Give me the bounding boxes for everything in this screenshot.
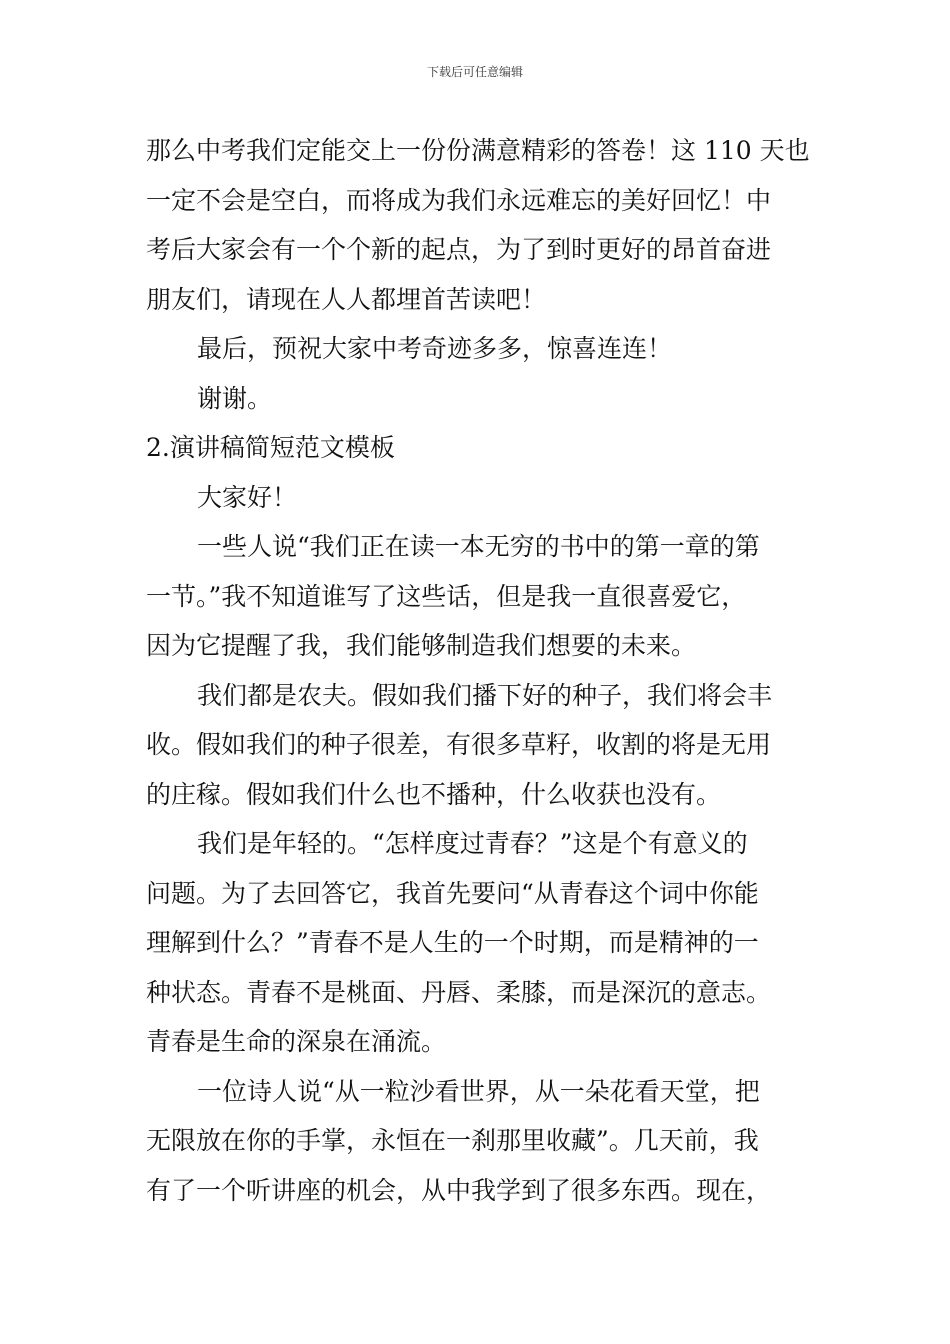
text-line: 那么中考我们定能交上一份份满意精彩的答卷！这 110 天也 <box>146 136 810 165</box>
text-line: 一节。”我不知道谁写了这些话，但是我一直很喜爱它， <box>146 581 747 611</box>
document-body <box>146 126 810 1215</box>
section-heading: 2.演讲稿简短范文模板 <box>146 433 395 462</box>
page-header: 下载后可任意编辑 <box>426 65 523 79</box>
text-line: 种状态。青春不是桃面、丹唇、柔膝，而是深沉的意志。 <box>146 977 772 1007</box>
text-line: 大家好！ <box>197 482 298 512</box>
text-line: 有了一个听讲座的机会，从中我学到了很多东西。现在， <box>146 1175 772 1205</box>
text-line: 青春是生命的深泉在涌流。 <box>146 1027 447 1056</box>
text-line: 无限放在你的手掌，永恒在一刹那里收藏”。几天前，我 <box>146 1126 759 1155</box>
text-line: 问题。为了去回答它，我首先要问“从青春这个词中你能 <box>146 878 759 908</box>
text-line: 一定不会是空白，而将成为我们永远难忘的美好回忆！中 <box>146 185 772 215</box>
text-line: 一位诗人说“从一粒沙看世界，从一朵花看天堂，把 <box>197 1076 760 1106</box>
text-line: 我们是年轻的。“怎样度过青春？”这是个有意义的 <box>197 829 748 858</box>
text-line: 最后，预祝大家中考奇迹多多，惊喜连连！ <box>197 334 673 363</box>
text-line: 考后大家会有一个个新的起点，为了到时更好的昂首奋进 <box>146 235 772 264</box>
text-line: 谢谢。 <box>197 383 273 413</box>
text-line: 朋友们，请现在人人都埋首苦读吧！ <box>146 284 547 314</box>
text-line: 收。假如我们的种子很差，有很多草籽，收割的将是无用 <box>146 730 772 759</box>
text-line: 理解到什么？”青春不是人生的一个时期，而是精神的一 <box>146 928 759 957</box>
text-line: 的庄稼。假如我们什么也不播种，什么收获也没有。 <box>146 779 722 809</box>
text-line: 我们都是农夫。假如我们播下好的种子，我们将会丰 <box>197 680 773 710</box>
text-line: 因为它提醒了我，我们能够制造我们想要的未来。 <box>146 631 697 660</box>
text-line: 一些人说“我们正在读一本无穷的书中的第一章的第 <box>197 532 760 561</box>
